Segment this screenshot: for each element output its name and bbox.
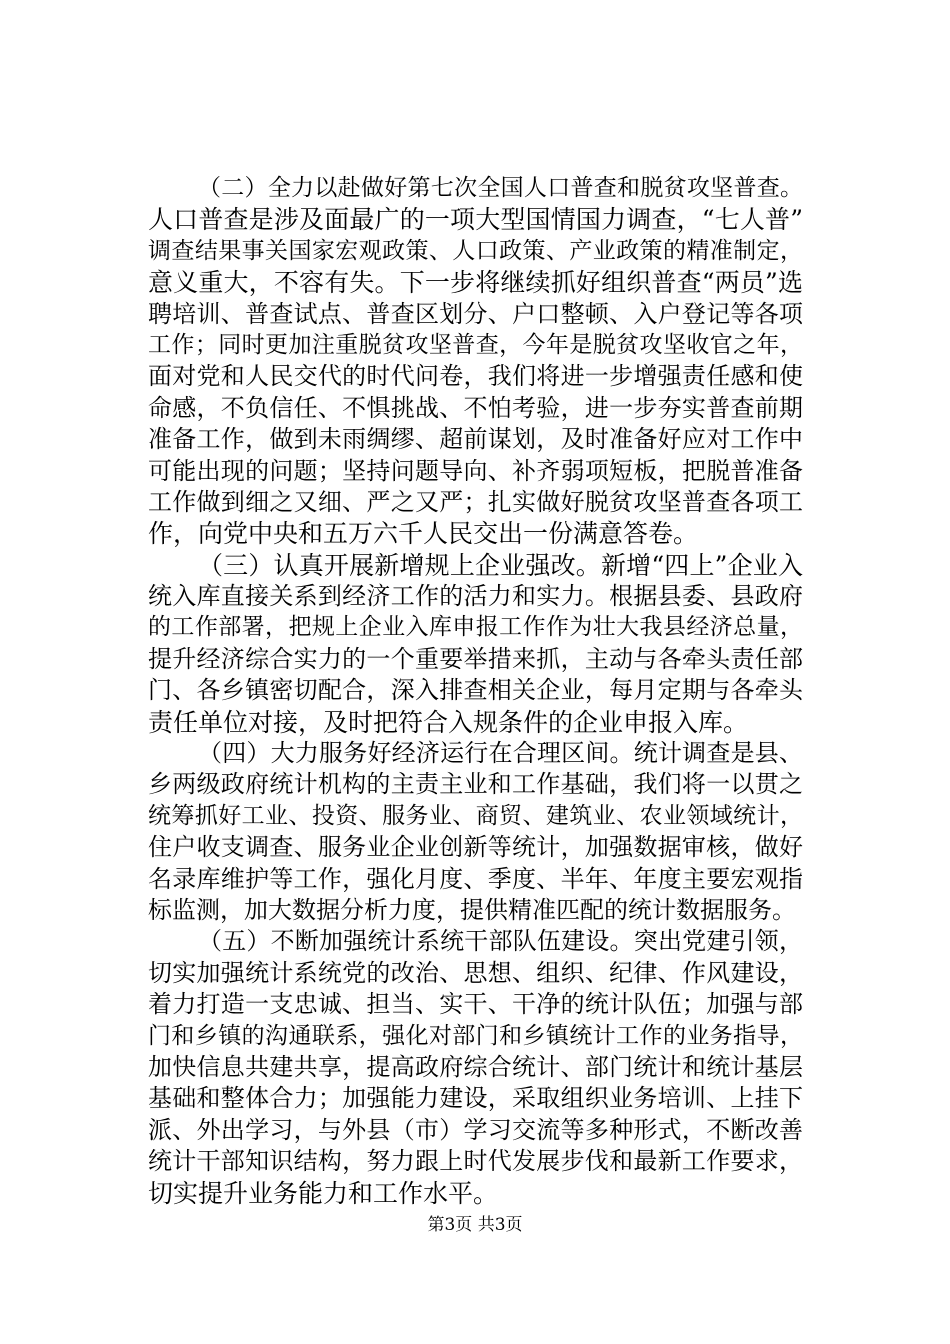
text-line: 标监测，加大数据分析力度，提供精准匹配的统计数据服务。 (148, 895, 796, 924)
text-line: 的工作部署，把规上企业入库申报工作作为壮大我县经济总量， (148, 614, 803, 641)
paragraph-economic-service (148, 738, 803, 926)
text-line: 统计干部知识结构，努力跟上时代发展步伐和最新工作要求， (148, 1147, 803, 1176)
text-line: 工作；同时更加注重脱贫攻坚普查，今年是脱贫攻坚收官之年， (148, 331, 803, 358)
text-line: 门、各乡镇密切配合，深入排查相关企业，每月定期与各牵头 (148, 676, 803, 705)
text-line: 面对党和人民交代的时代问卷，我们将进一步增强责任感和使 (148, 362, 803, 391)
text-line: 派、外出学习，与外县（市）学习交流等多种形式，不断改善 (148, 1115, 803, 1144)
text-line: 加快信息共建共享，提高政府综合统计、部门统计和统计基层 (148, 1052, 803, 1081)
text-line: 聘培训、普查试点、普查区划分、户口整顿、入户登记等各项 (148, 299, 803, 328)
text-line: 切实加强统计系统党的改治、思想、组织、纪律、作风建设， (148, 958, 803, 987)
page-number-footer: 第3页 共3页 (427, 1215, 523, 1235)
text-line: （二）全力以赴做好第七次全国人口普查和脱贫攻坚普查。 (198, 175, 803, 201)
document-body (148, 173, 803, 1209)
text-line: 切实提升业务能力和工作水平。 (148, 1178, 499, 1208)
text-line: 工作做到细之又细、严之又严；扎实做好脱贫攻坚普查各项工 (148, 487, 803, 516)
paragraph-enterprise-registration (148, 550, 803, 738)
text-line: 命感，不负信任、不惧挑战、不怕考验，进一步夯实普查前期 (148, 393, 803, 422)
text-line: 意义重大，不容有失。下一步将继续抓好组织普查“两员”选 (148, 268, 803, 298)
text-line: （三）认真开展新增规上企业强改。新增“四上”企业入 (198, 550, 803, 580)
text-line: 责任单位对接，及时把符合入规条件的企业申报入库。 (148, 707, 749, 737)
text-line: 着力打造一支忠诚、担当、实干、干净的统计队伍；加强与部 (148, 990, 803, 1019)
paragraph-population-census (148, 173, 803, 550)
text-line: 人口普查是涉及面最广的一项大型国情国力调查，“七人普” (148, 205, 803, 235)
text-line: 调查结果事关国家宏观政策、人口政策、产业政策的精准制定， (148, 237, 803, 264)
text-line: 提升经济综合实力的一个重要举措来抓，主动与各牵头责任部 (148, 644, 803, 673)
text-line: 基础和整体合力；加强能力建设，采取组织业务培训、上挂下 (148, 1084, 803, 1113)
text-line: 统筹抓好工业、投资、服务业、商贸、建筑业、农业领域统计， (148, 802, 803, 829)
text-line: 门和乡镇的沟通联系，强化对部门和乡镇统计工作的业务指导， (148, 1022, 803, 1049)
paragraph-team-building (148, 926, 803, 1209)
text-line: 名录库维护等工作，强化月度、季度、半年、年度主要宏观指 (148, 864, 803, 893)
text-line: 住户收支调查、服务业企业创新等统计，加强数据审核，做好 (148, 833, 803, 862)
text-line: 统入库直接关系到经济工作的活力和实力。根据县委、县政府 (148, 582, 803, 611)
text-line: 作，向党中央和五万六千人民交出一份满意答卷。 (148, 519, 699, 549)
text-line: 乡两级政府统计机构的主责主业和工作基础，我们将一以贯之 (148, 770, 803, 799)
text-line: （五）不断加强统计系统干部队伍建设。突出党建引领， (198, 927, 803, 956)
text-line: 准备工作，做到未雨绸缪、超前谋划，及时准备好应对工作中 (148, 425, 803, 454)
text-line: 可能出现的问题；坚持问题导向、补齐弱项短板，把脱普准备 (148, 456, 803, 485)
text-line: （四）大力服务好经济运行在合理区间。统计调查是县、 (198, 739, 803, 768)
